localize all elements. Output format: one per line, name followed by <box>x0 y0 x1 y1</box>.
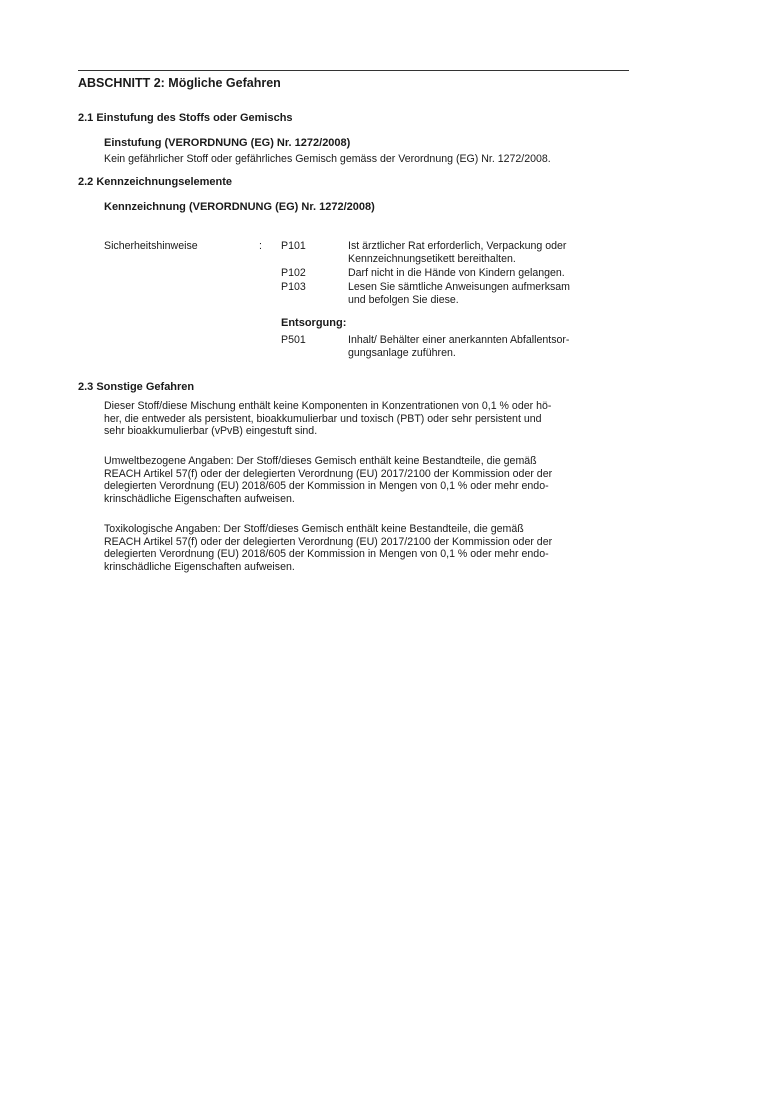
p103-line: Lesen Sie sämtliche Anweisungen aufmerksam <box>348 281 570 293</box>
paragraph-line: Dieser Stoff/diese Mischung enthält keine Komponenten in Konzentrationen von 0,1 % oder hö- <box>104 400 552 412</box>
paragraph-toxicology <box>104 523 629 573</box>
p501-line: gungsanlage zuführen. <box>348 346 456 359</box>
subheading-labelling: Kennzeichnung (VERORDNUNG (EG) Nr. 1272/2008) <box>104 201 375 213</box>
disposal-label: Entsorgung: <box>281 317 347 329</box>
classification-text: Kein gefährlicher Stoff oder gefährliches Gemisch gemäss der Verordnung (EG) Nr. 1272/2008. <box>104 153 551 165</box>
paragraph-pbt <box>104 400 629 438</box>
paragraph-line: Toxikologische Angaben: Der Stoff/dieses Gemisch enthält keine Bestandteile, die gemäß <box>104 523 524 535</box>
paragraph-line: delegierten Verordnung (EU) 2018/605 der Kommission in Mengen von 0,1 % oder mehr endo- <box>104 480 549 493</box>
section-rule <box>78 70 629 71</box>
heading-2-1: 2.1 Einstufung des Stoffs oder Gemischs <box>78 112 293 124</box>
paragraph-line: delegierten Verordnung (EU) 2018/605 der Kommission in Mengen von 0,1 % oder mehr endo- <box>104 548 549 561</box>
p101-text <box>348 240 628 265</box>
p102-text <box>348 267 628 280</box>
p102-line: Darf nicht in die Hände von Kindern gelangen. <box>348 267 565 279</box>
p102-code: P102 <box>281 267 306 279</box>
paragraph-line: krinschädliche Eigenschaften aufweisen. <box>104 560 295 573</box>
paragraph-line: REACH Artikel 57(f) oder der delegierten Verordnung (EU) 2017/2100 der Kommission oder der <box>104 535 553 548</box>
paragraph-line: sehr bioakkumulierbar (vPvB) eingestuft sind. <box>104 425 318 438</box>
p501-text <box>348 334 628 359</box>
subheading-classification: Einstufung (VERORDNUNG (EG) Nr. 1272/2008) <box>104 137 351 149</box>
precautionary-colon: : <box>259 240 262 252</box>
p501-code: P501 <box>281 334 306 346</box>
paragraph-line: REACH Artikel 57(f) oder der delegierten Verordnung (EU) 2017/2100 der Kommission oder der <box>104 467 553 480</box>
paragraph-line: her, die entweder als persistent, bioakkumulierbar und toxisch (PBT) oder sehr persistent und <box>104 412 542 425</box>
precautionary-label: Sicherheitshinweise <box>104 240 198 252</box>
p103-text <box>348 281 628 306</box>
p101-line: Kennzeichnungsetikett bereithalten. <box>348 252 516 265</box>
paragraph-line: krinschädliche Eigenschaften aufweisen. <box>104 492 295 505</box>
p103-code: P103 <box>281 281 306 293</box>
heading-2-3: 2.3 Sonstige Gefahren <box>78 381 195 393</box>
p103-line: und befolgen Sie diese. <box>348 293 459 306</box>
paragraph-environment <box>104 455 629 505</box>
p101-line: Ist ärztlicher Rat erforderlich, Verpackung oder <box>348 240 567 252</box>
section-title: ABSCHNITT 2: Mögliche Gefahren <box>78 76 281 90</box>
p501-line: Inhalt/ Behälter einer anerkannten Abfallentsor- <box>348 334 570 346</box>
p101-code: P101 <box>281 240 306 252</box>
heading-2-2: 2.2 Kennzeichnungselemente <box>78 176 233 188</box>
paragraph-line: Umweltbezogene Angaben: Der Stoff/dieses Gemisch enthält keine Bestandteile, die gemäß <box>104 455 537 467</box>
